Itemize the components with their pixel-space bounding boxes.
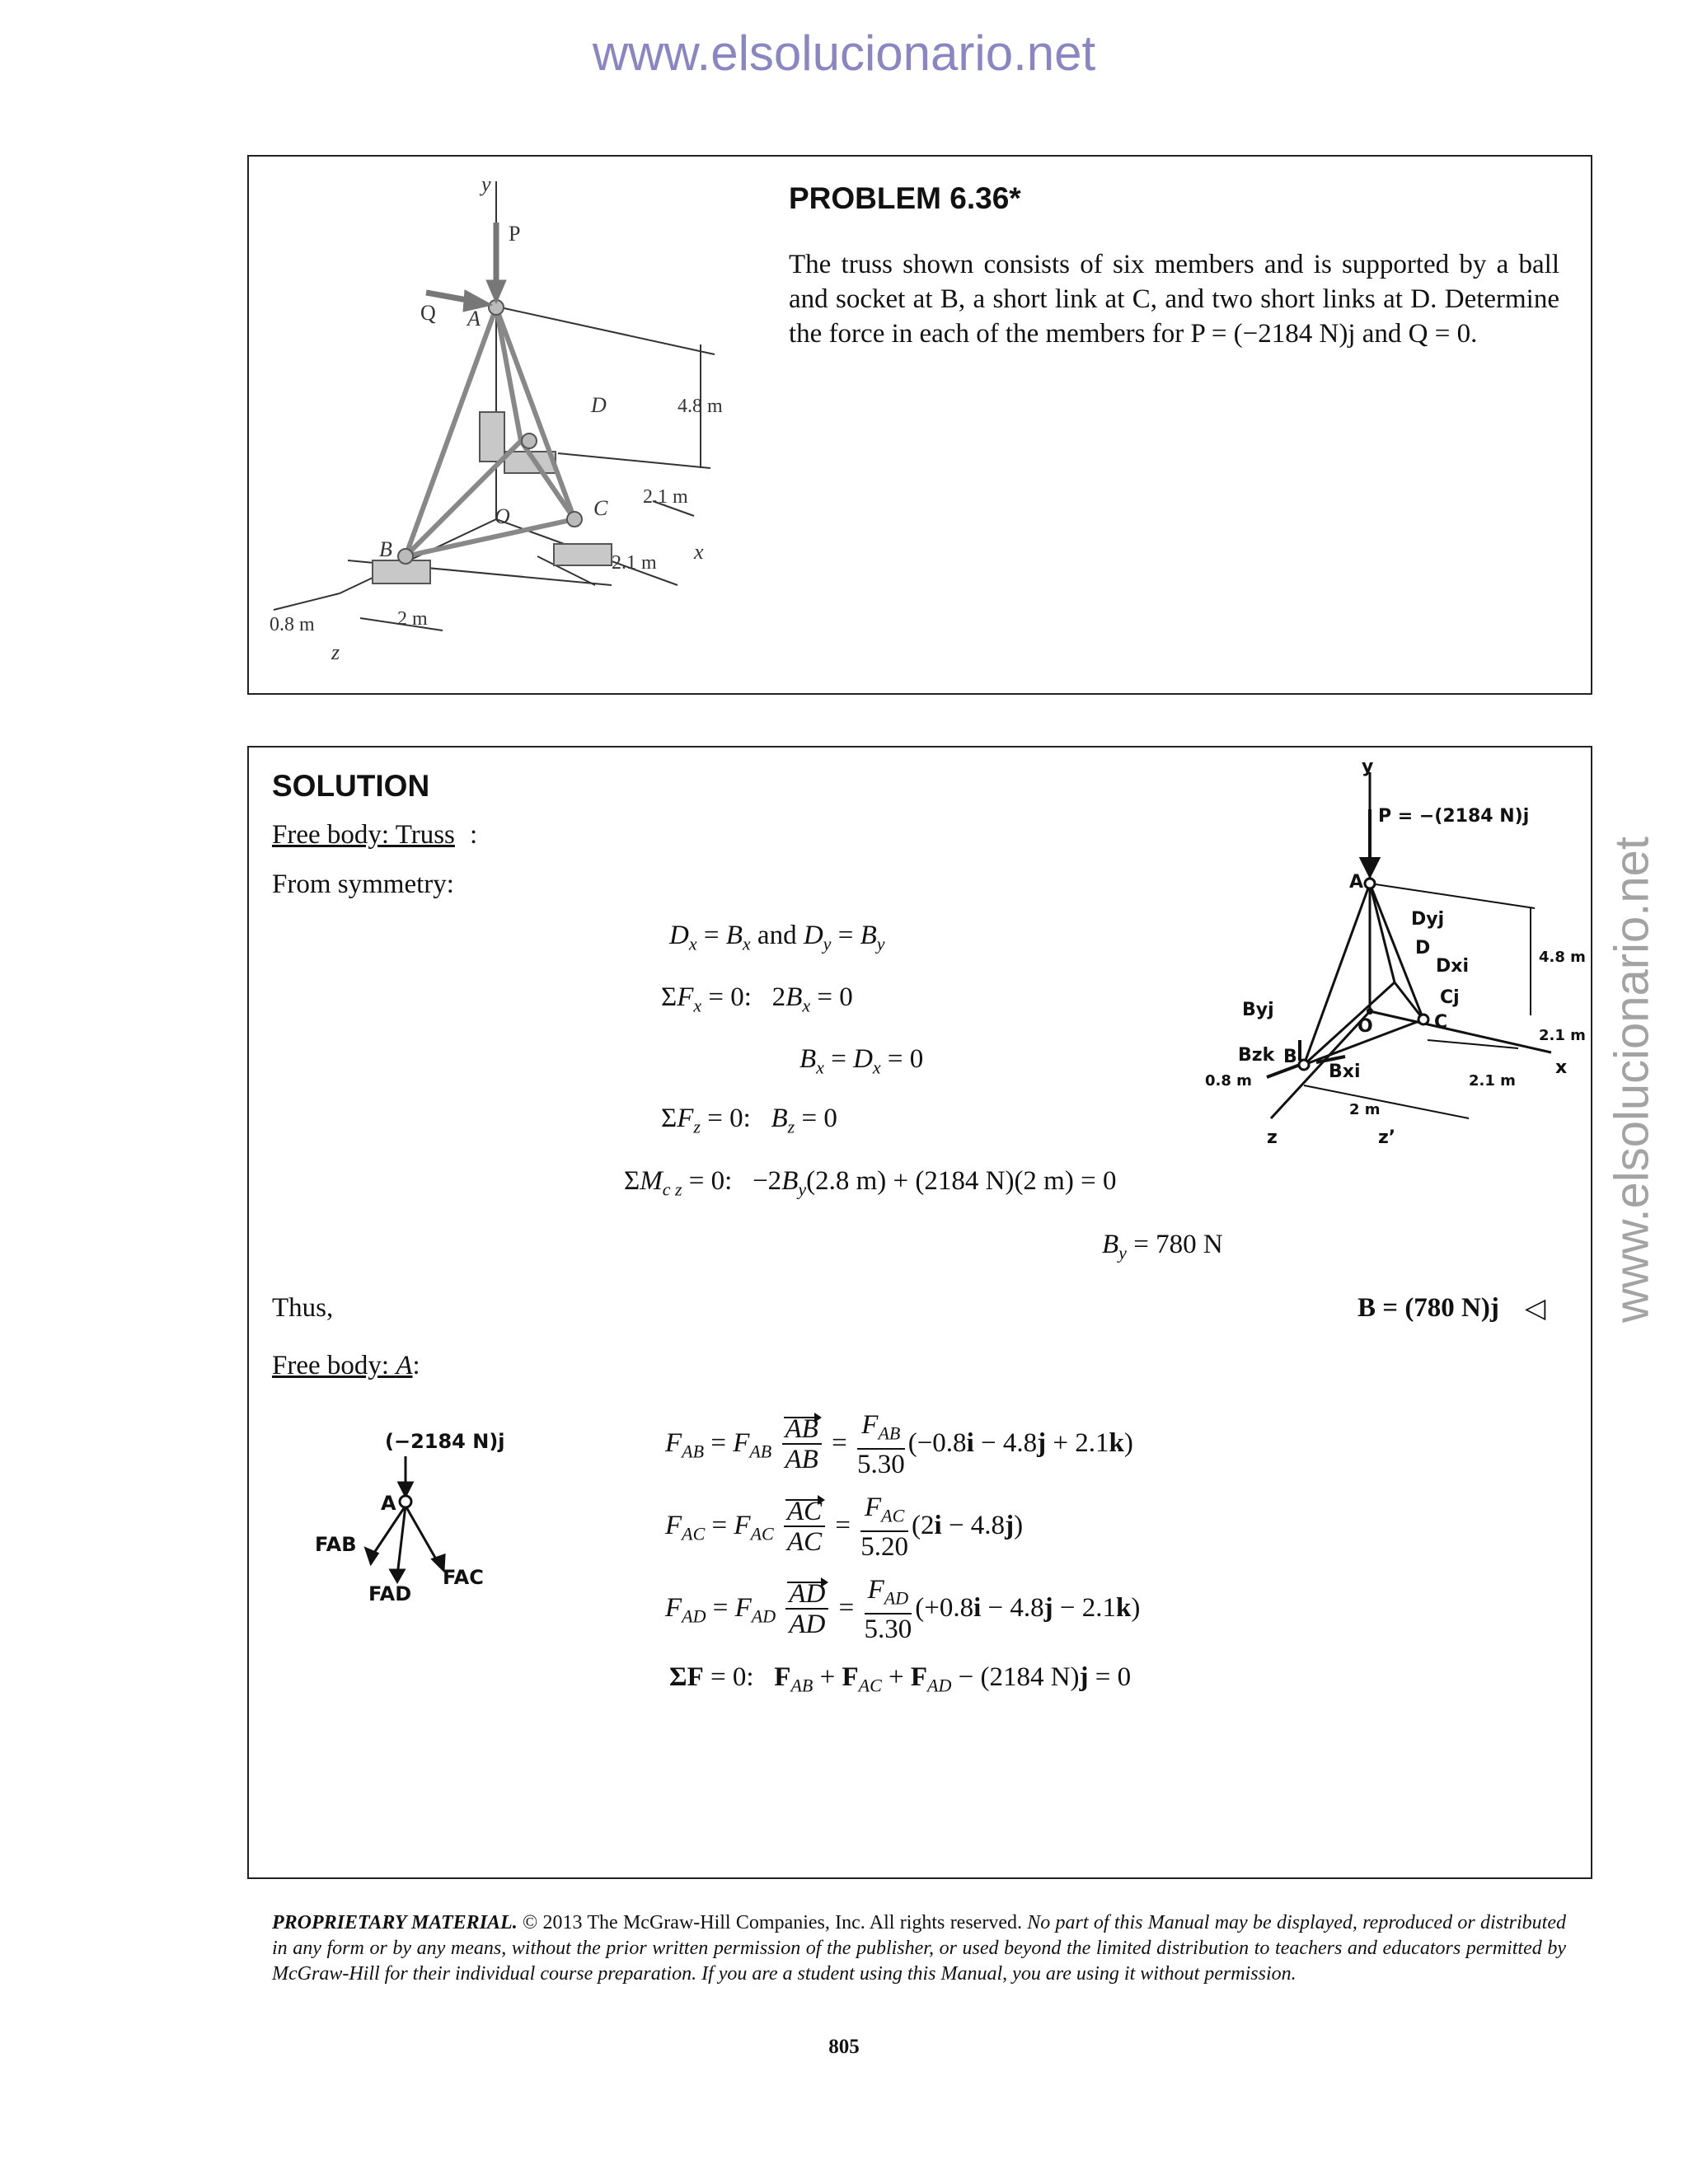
footer-lead: PROPRIETARY MATERIAL. xyxy=(272,1912,518,1933)
eq-fab: $F_{AB} = F_{AB}$ $\frac{AB}{AB}$ = $\frac{F_{AB}}{5.30}$ (−0.8i − 4.8j + 2.1k) xyxy=(665,1410,1133,1479)
sketch-A: A xyxy=(1349,872,1364,893)
sketch-Cj: Cj xyxy=(1440,987,1460,1008)
thus: Thus, xyxy=(272,1293,334,1323)
fig-dim-0-8: 0.8 m xyxy=(270,614,315,635)
eq-symmetry: $D_x = B_x$ and $D_y = B_y$ xyxy=(669,921,885,954)
sketch-dim21b: 2.1 m xyxy=(1469,1072,1516,1090)
problem-box xyxy=(247,155,1592,695)
eq-fad: $F_{AD} = F_{AD}$ $\frac{AD}{AD}$ = $\frac{F_{AD}}{5.30}$ (+0.8i − 4.8j − 2.1k) xyxy=(665,1575,1141,1644)
fig-D: D xyxy=(591,393,607,417)
eq-sum-fz: $\Sigma F_z = 0$: $B_z = 0$ xyxy=(661,1104,837,1137)
answer-marker-icon: ◁ xyxy=(1525,1294,1546,1324)
free-body-a-prefix: Free body: xyxy=(272,1351,396,1380)
solution-box xyxy=(247,746,1592,1879)
sketch-z: z xyxy=(1267,1127,1278,1148)
eq-by: $B_y = 780$ N xyxy=(1102,1230,1223,1263)
watermark-top[interactable]: www.elsolucionario.net xyxy=(592,26,1096,81)
sketch-P: P = −(2184 N)j xyxy=(1378,806,1530,827)
by-value: 780 N xyxy=(1156,1230,1223,1259)
fig-P: P xyxy=(509,222,521,246)
sketch-dim21a: 2.1 m xyxy=(1539,1027,1586,1044)
result-b: B = (780 N)j xyxy=(1357,1293,1499,1323)
footer-copyright: © 2013 The McGraw-Hill Companies, Inc. All rights reserved. xyxy=(517,1912,1028,1933)
fbd-FAD: FAD xyxy=(368,1582,412,1605)
fbd-load: (−2184 N)j xyxy=(385,1430,505,1453)
page-number: 805 xyxy=(828,2036,860,2058)
sketch-Bzk: Bzk xyxy=(1238,1045,1275,1066)
fig-C: C xyxy=(593,496,608,520)
sketch-dim2: 2 m xyxy=(1349,1101,1381,1118)
fig-Q: Q xyxy=(420,301,436,325)
fig-dim-2: 2 m xyxy=(397,608,428,630)
free-body-a-label: Free body: A: xyxy=(272,1351,420,1380)
fig-y: y xyxy=(481,172,491,196)
fig-x: x xyxy=(694,540,704,564)
fig-dim-4-8: 4.8 m xyxy=(678,396,723,417)
sketch-D: D xyxy=(1415,938,1431,958)
footer-notice xyxy=(272,1910,1566,1987)
sketch-x: x xyxy=(1555,1057,1568,1078)
problem-title: PROBLEM 6.36* xyxy=(789,181,1021,215)
truss-figure xyxy=(249,157,743,692)
eq-bx-dx: $B_x = D_x = 0$ xyxy=(799,1044,924,1078)
eq-sum-f: ΣF = 0: $F_{AB} + F_{AC} + F_{AD} - (2184$ N)j = 0 xyxy=(669,1662,1132,1696)
eq-sum-fx: $\Sigma F_x = 0$: $2B_x = 0$ xyxy=(661,982,853,1016)
sketch-O: O xyxy=(1357,1016,1373,1037)
sketch-zp: z’ xyxy=(1378,1127,1396,1148)
sketch-dim48: 4.8 m xyxy=(1539,949,1586,966)
eq-fac: $F_{AC} = F_{AC}$ $\frac{AC}{AC}$ = $\frac{F_{AC}}{5.20}$ (2i − 4.8j) xyxy=(665,1493,1024,1562)
sketch-Dxi: Dxi xyxy=(1436,956,1469,977)
free-body-truss-text: Free body: Truss xyxy=(272,820,455,850)
sketch-Byj: Byj xyxy=(1242,1000,1274,1020)
sketch-Bxi: Bxi xyxy=(1329,1062,1361,1082)
free-body-a-var: A xyxy=(396,1351,413,1380)
fig-A: A xyxy=(467,307,481,330)
sketch-C: C xyxy=(1434,1012,1448,1033)
fbd-a-sketch xyxy=(298,1423,513,1613)
colon: : xyxy=(470,820,478,850)
solution-title: SOLUTION xyxy=(272,769,430,803)
sketch-dim08: 0.8 m xyxy=(1205,1072,1252,1090)
eq-sum-mcz: $\Sigma M_{c z} = 0$: $-2B_y(2.8$ m) + (2184 N)(2 m) = 0 xyxy=(624,1166,1117,1200)
fig-O: O xyxy=(495,504,510,528)
footer-notice-text: No part of this Manual may be displayed, reproduced or distributed in any form or by any means, without the prior written permission of the publisher, or used beyond the limited distribution to teachers and educators permitted by McGraw-Hill for their individual course preparation. If you are a student using this Manual, you are using it without permission. xyxy=(272,1912,1566,1985)
free-body-truss-label xyxy=(272,820,455,851)
fig-B: B xyxy=(379,537,392,561)
sketch-B: B xyxy=(1283,1047,1297,1067)
problem-statement: The truss shown consists of six members and is supported by a ball and socket at B, a short link at C, and two short links at D. Determine the force in each of the members for P = (−2184 N)j and Q = 0. xyxy=(789,250,1559,349)
sketch-Dyj: Dyj xyxy=(1411,909,1445,930)
fig-dim-2-1a: 2.1 m xyxy=(643,486,688,508)
fig-dim-2-1b: 2.1 m xyxy=(612,552,657,574)
watermark-side: www.elsolucionario.net xyxy=(1605,837,1659,1323)
sketch-y: y xyxy=(1362,757,1374,777)
fbd-A: A xyxy=(381,1492,396,1515)
fbd-FAB: FAB xyxy=(315,1533,357,1556)
from-symmetry: From symmetry: xyxy=(272,869,454,899)
truss-sketch xyxy=(1205,756,1601,1160)
fbd-FAC: FAC xyxy=(443,1566,484,1589)
fig-z: z xyxy=(331,640,340,664)
